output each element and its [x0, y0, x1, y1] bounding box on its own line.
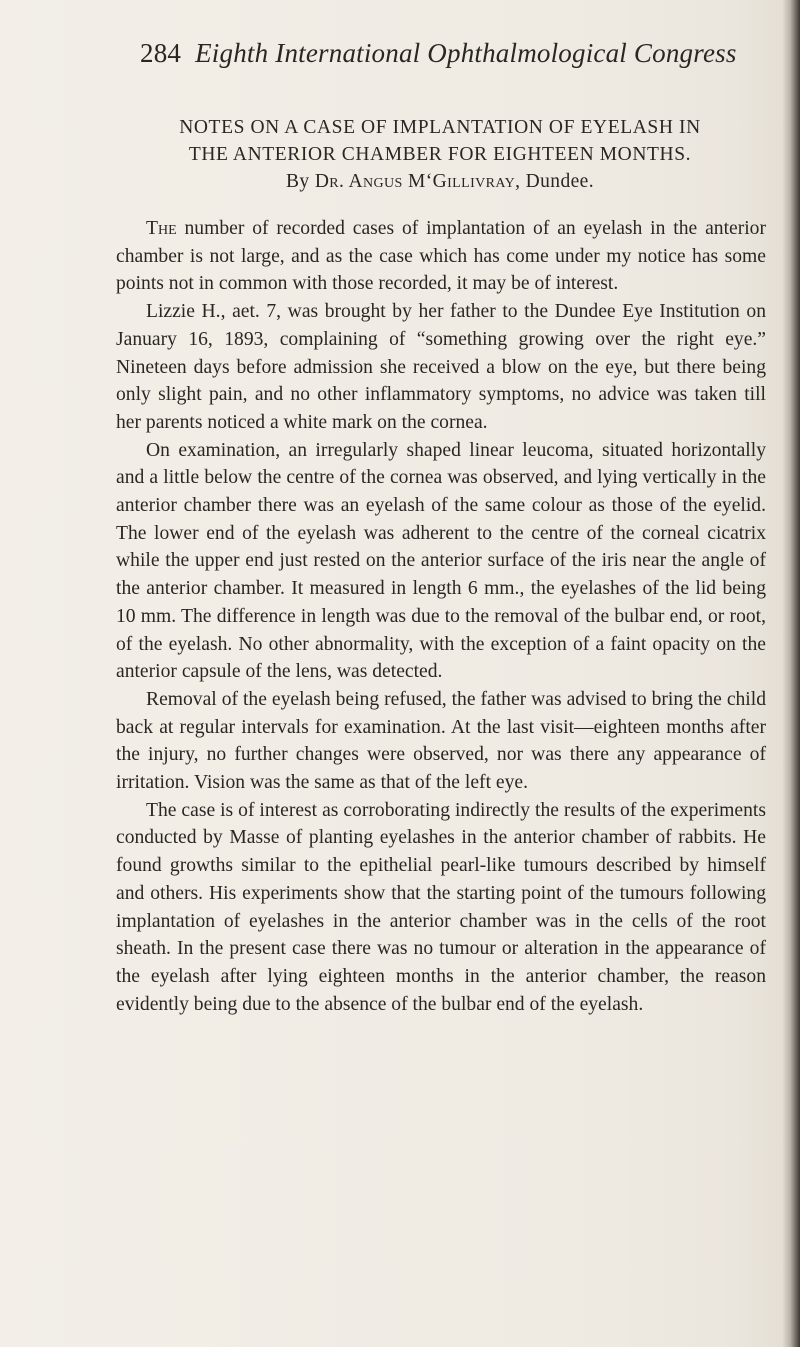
article-title	[100, 114, 780, 168]
article-title-line-1: NOTES ON A CASE OF IMPLANTATION OF EYELASH IN	[179, 117, 701, 138]
paragraph-lead-in: The	[146, 218, 177, 239]
page-edge-shadow	[782, 0, 800, 1347]
paragraph-2	[116, 298, 766, 437]
paragraph-text: The case is of interest as corroborating indirectly the results of the experiments conducted by Masse of planting eyelashes in the anterior chamber of rabbits. He found growths similar to the epithelial pearl-like tumours described by himself and others. His experiments show that the starting point of the tumours following implantation of eyelashes in the anterior chamber was in the cells of the root sheath. In the present case there was no tumour or alteration in the appearance of the eyelash after lying eighteen months in the anterior chamber, the reason evidently being due to the absence of the bulbar end of the eyelash.	[116, 799, 766, 1015]
paragraph-5	[116, 797, 766, 1019]
running-head	[140, 38, 760, 69]
running-title: Eighth International Ophthalmological Congress	[195, 38, 737, 68]
paragraph-1	[116, 215, 766, 298]
article-title-line-2: THE ANTERIOR CHAMBER FOR EIGHTEEN MONTHS.	[188, 144, 692, 165]
byline	[100, 171, 780, 193]
paragraph-text: Removal of the eyelash being refused, the father was advised to bring the child back at regular intervals for examination. At the last visit—eighteen months after the injury, no further changes were observed, nor was there any appearance of irritation. Vision was the same as that of the left eye.	[116, 688, 766, 794]
paragraph-3	[116, 437, 766, 686]
paragraph-4	[116, 686, 766, 797]
paragraph-text: On examination, an irregularly shaped linear leucoma, situated horizontally and a little below the centre of the cornea was observed, and lying vertically in the anterior chamber there was an eyelash of the same colour as those of the eyelid. The lower end of the eyelash was adherent to the centre of the corneal cicatrix while the upper end just rested on the anterior surface of the iris near the angle of the anterior chamber. It measured in length 6 mm., the eyelashes of the lid being 10 mm. The difference in length was due to the removal of the bulbar end, or root, of the eyelash. No other abnormality, with the exception of a faint opacity on the anterior capsule of the lens, was detected.	[116, 439, 766, 683]
paragraph-text: number of recorded cases of implantation of an eyelash in the anterior chamber is not large, and as the case which has come under my notice has some points not in common with those recorded, it may be of interest.	[116, 218, 766, 295]
byline-author: Dr. Angus M‘Gillivray	[314, 171, 516, 192]
page-number: 284	[140, 38, 182, 68]
paragraph-text: Lizzie H., aet. 7, was brought by her father to the Dundee Eye Institution on January 16, 1893, complaining of “something growing over the right eye.” Nineteen days before admission she received a blow on the eye, but there being only slight pain, and no other inflammatory symptoms, no advice was taken till her parents noticed a white mark on the cornea.	[116, 301, 766, 433]
byline-prefix: By	[285, 171, 315, 192]
article-body	[116, 215, 766, 1018]
byline-location: , Dundee.	[515, 171, 594, 192]
